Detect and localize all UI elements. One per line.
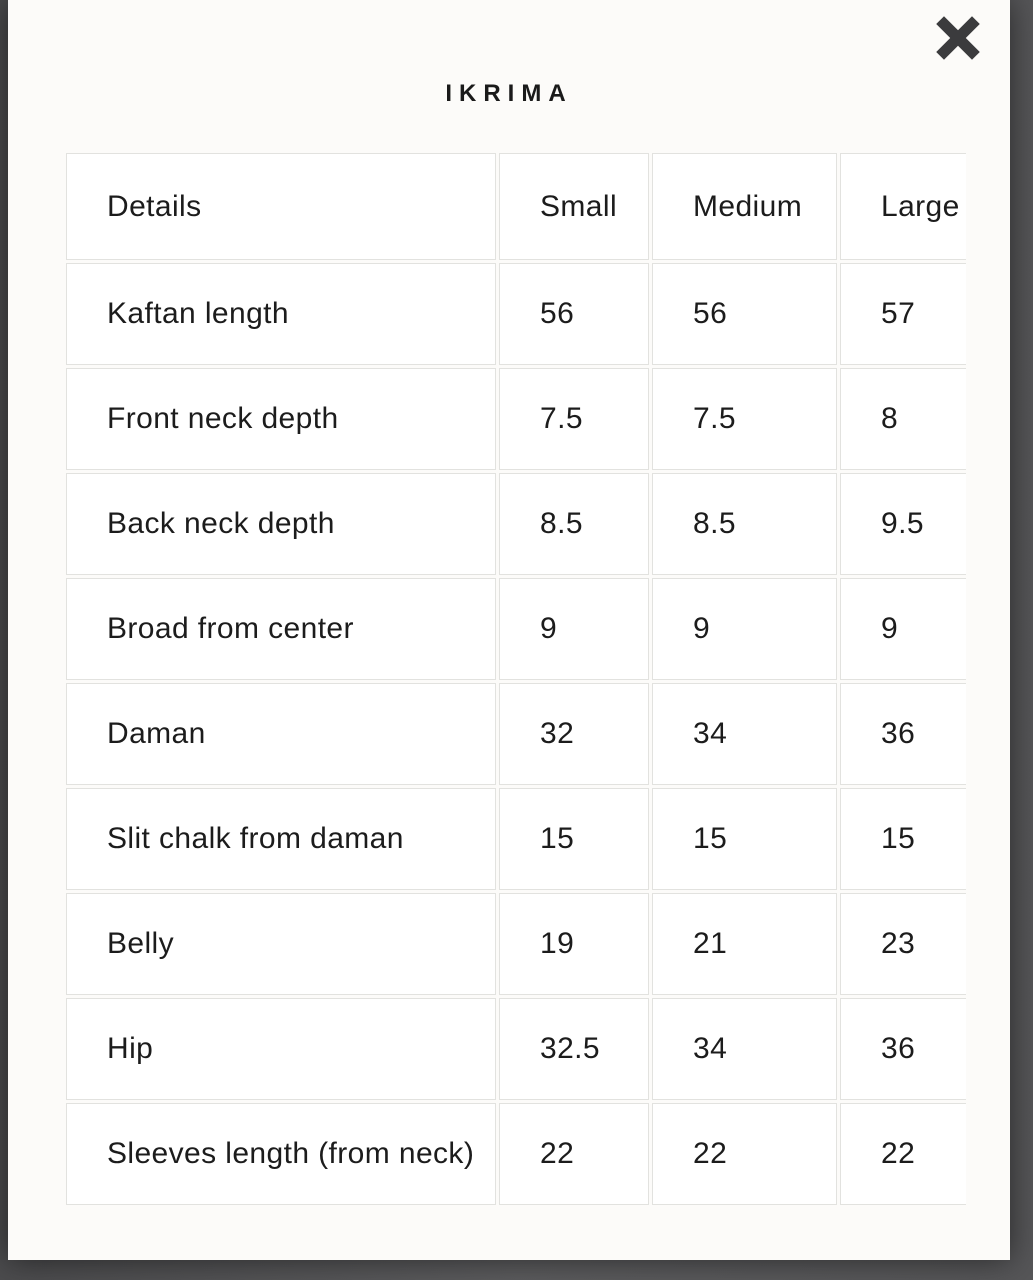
row-label: Kaftan length xyxy=(66,263,496,365)
cell-value: 22 xyxy=(652,1103,837,1205)
close-button[interactable] xyxy=(932,12,984,64)
table-row xyxy=(66,893,966,995)
table-row xyxy=(66,263,966,365)
cell-value: 9 xyxy=(840,578,966,680)
cell-value: 32.5 xyxy=(499,998,649,1100)
cell-value: 22 xyxy=(499,1103,649,1205)
column-header-large: Large xyxy=(840,153,966,260)
size-chart-table xyxy=(66,153,966,1208)
cell-value: 36 xyxy=(840,683,966,785)
table-row xyxy=(66,578,966,680)
row-label: Slit chalk from daman xyxy=(66,788,496,890)
cell-value: 36 xyxy=(840,998,966,1100)
close-icon xyxy=(933,13,983,63)
cell-value: 19 xyxy=(499,893,649,995)
table-row xyxy=(66,368,966,470)
cell-value: 15 xyxy=(840,788,966,890)
cell-value: 56 xyxy=(652,263,837,365)
cell-value: 34 xyxy=(652,998,837,1100)
row-label: Daman xyxy=(66,683,496,785)
row-label: Back neck depth xyxy=(66,473,496,575)
cell-value: 21 xyxy=(652,893,837,995)
table-row xyxy=(66,683,966,785)
cell-value: 7.5 xyxy=(652,368,837,470)
cell-value: 8 xyxy=(840,368,966,470)
cell-value: 15 xyxy=(652,788,837,890)
modal-title: IKRIMA xyxy=(445,80,573,107)
table-row xyxy=(66,1103,966,1205)
size-chart-container xyxy=(66,153,966,1215)
cell-value: 23 xyxy=(840,893,966,995)
column-header-details: Details xyxy=(66,153,496,260)
row-label: Sleeves length (from neck) xyxy=(66,1103,496,1205)
cell-value: 34 xyxy=(652,683,837,785)
cell-value: 22 xyxy=(840,1103,966,1205)
size-chart-modal xyxy=(8,0,1010,1260)
column-header-medium: Medium xyxy=(652,153,837,260)
cell-value: 56 xyxy=(499,263,649,365)
cell-value: 32 xyxy=(499,683,649,785)
cell-value: 9 xyxy=(499,578,649,680)
row-label: Broad from center xyxy=(66,578,496,680)
cell-value: 8.5 xyxy=(499,473,649,575)
row-label: Hip xyxy=(66,998,496,1100)
cell-value: 9.5 xyxy=(840,473,966,575)
cell-value: 9 xyxy=(652,578,837,680)
table-row xyxy=(66,788,966,890)
cell-value: 15 xyxy=(499,788,649,890)
table-row xyxy=(66,998,966,1100)
table-header-row xyxy=(66,153,966,260)
cell-value: 57 xyxy=(840,263,966,365)
cell-value: 8.5 xyxy=(652,473,837,575)
row-label: Belly xyxy=(66,893,496,995)
row-label: Front neck depth xyxy=(66,368,496,470)
table-row xyxy=(66,473,966,575)
column-header-small: Small xyxy=(499,153,649,260)
cell-value: 7.5 xyxy=(499,368,649,470)
